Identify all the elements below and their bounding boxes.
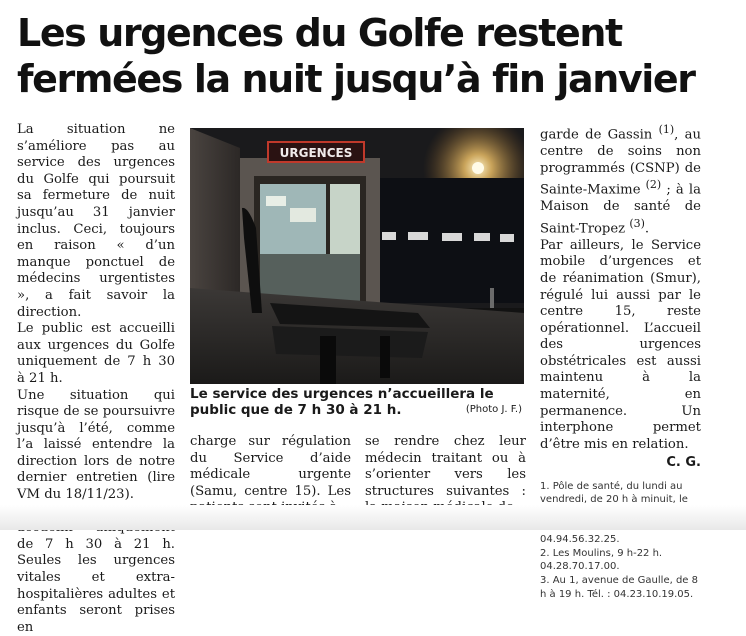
caption-text: Le service des urgences n’accueillera le public que de 7 h 30 à 21 h.: [190, 386, 494, 418]
paragraph: La situation ne s’améliore pas au service des urgences du Golfe qui poursuit sa fermeture de nuit jusqu’au 31 janvier inclus. Ceci, toujours en raison « d’un manque ponctuel de médecins urgentistes », a fait savoir la direction.: [17, 122, 175, 320]
photo-caption: [190, 386, 524, 418]
paragraph: Le public est accueilli aux urgences du Golfe uniquement de 7 h 30 à 21 h.: [17, 321, 175, 386]
paragraph: [540, 122, 701, 238]
text-run: garde de Gassin: [540, 127, 659, 143]
page-bottom-shadow: [0, 505, 746, 530]
headline: [17, 10, 737, 102]
article-column-1: [17, 122, 175, 636]
text-run: ; à la Maison de santé de Saint-Tropez: [540, 182, 701, 237]
article-photo: [190, 128, 524, 384]
footnote-ref: (3): [629, 216, 645, 230]
footnote-ref: (1): [658, 123, 675, 136]
footnote: 1. Pôle de santé, du lundi au vendredi, de 20 h à minuit, le 04.94.56.32.25.: [540, 481, 688, 545]
photo-credit: (Photo J. F.): [465, 404, 522, 415]
paragraph: se rendre chez leur médecin traitant ou à s’orienter vers les structures suivantes :: [365, 434, 526, 499]
urgences-sign-text: URGENCES: [279, 146, 353, 160]
paragraph: de 7 h 30 à 21 h. Seules les urgences vitales et extra-hospitalières adultes et enfants seront prises en: [17, 536, 175, 635]
text-run: .: [644, 221, 650, 237]
footnotes: [540, 480, 701, 601]
author-signature: C. G.: [666, 455, 701, 471]
footnote-ref: (2): [645, 178, 662, 192]
headline-line-1: Les urgences du Golfe restent: [17, 11, 622, 55]
night-hospital-entrance-illustration: [190, 128, 524, 384]
footnote: 3. Au 1, avenue de Gaulle, de 8 h à 19 h. Tél. : 04.23.10.19.05.: [540, 575, 699, 600]
footnote: 2. Les Moulins, 9 h-22 h. 04.28.70.17.00.: [540, 548, 663, 573]
paragraph: charge sur régulation du Service d’aide médicale urgente (Samu, centre 15). Les: [190, 434, 351, 499]
paragraph: Une situation qui risque de se poursuivre jusqu’à l’été, comme l’a laissé entendre la direction lors de notre dernier entretien (lire VM du 18/11/23).: [17, 387, 175, 503]
text-run: , au centre de soins non programmés (CSNP) de Sainte-Maxime: [540, 127, 701, 198]
paragraph: Par ailleurs, le Service mobile d’urgences et de réanimation (Smur), régulé lui aussi par le centre 15, reste opérationnel. L’accueil des urgences obstétricales est aussi maintenu à la maternité, en permanence. Un interphone permet d’être mis en relation.: [540, 237, 701, 452]
headline-line-2: fermées la nuit jusqu’à fin janvier: [17, 57, 695, 101]
